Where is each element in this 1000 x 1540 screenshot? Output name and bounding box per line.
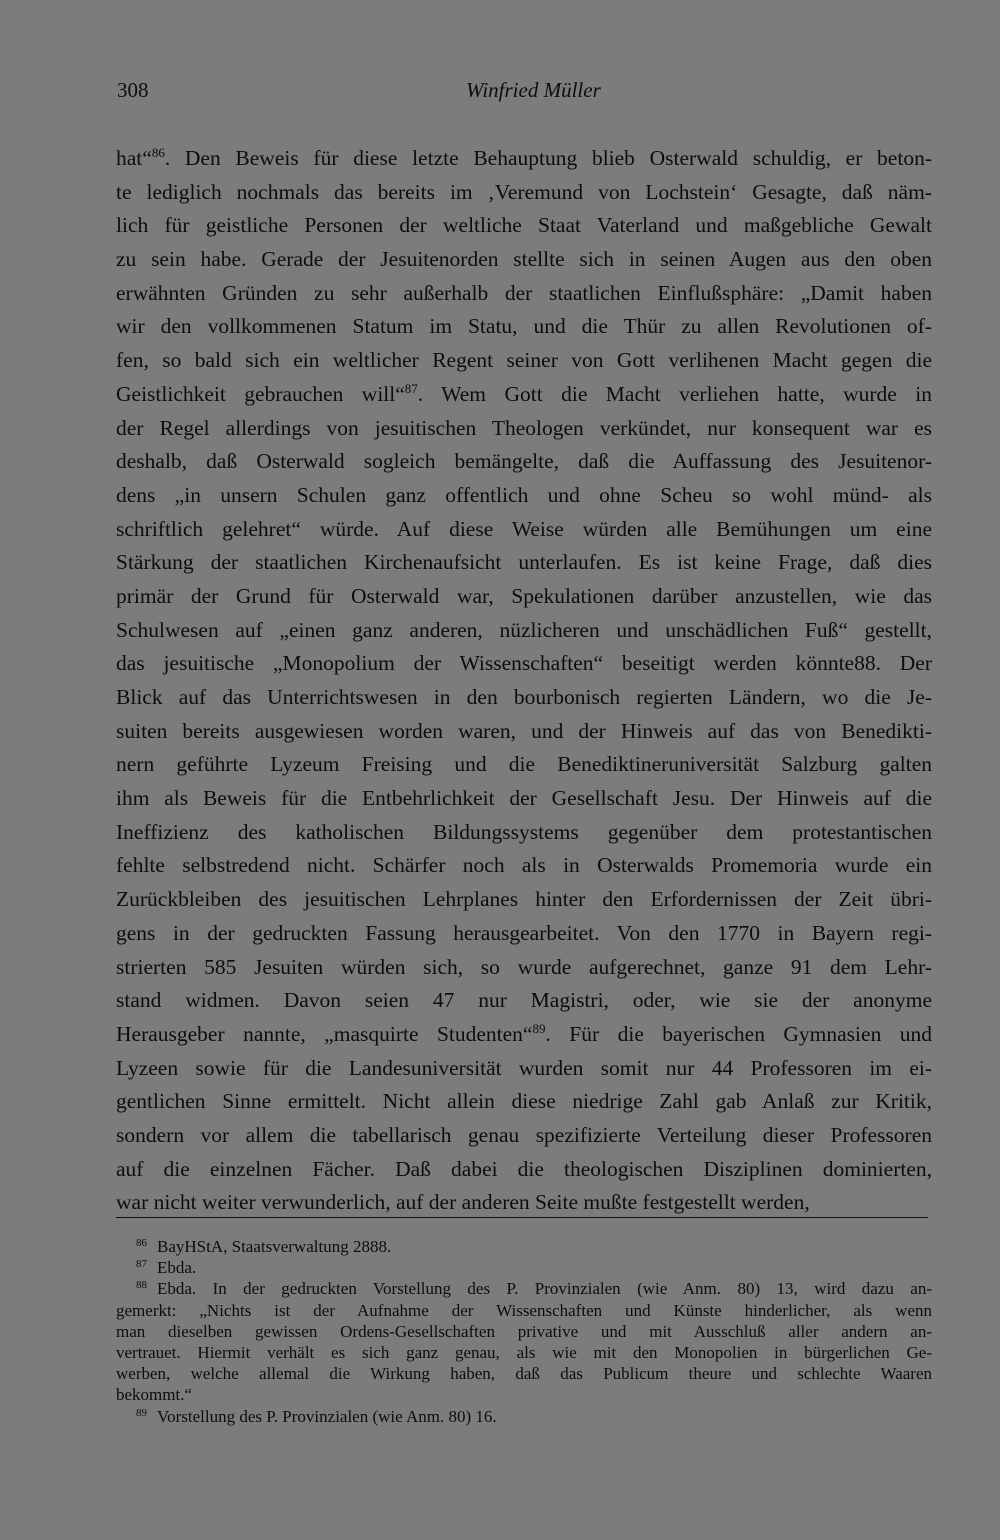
body-line: sondern vor allem die tabellarisch genau spezifizierte Verteilung dieser Professoren [116, 1122, 932, 1147]
footnote-line [116, 1278, 932, 1299]
footnote-number: 86 [136, 1237, 147, 1249]
body-line: hat“$^{86}$. Den Beweis für diese letzte Behauptung blieb Osterwald schuldig, er beton- [116, 144, 932, 170]
footnotes [116, 1236, 932, 1427]
body-line: Zurückbleiben des jesuitischen Lehrplanes hinter den Erfordernissen der Zeit übri- [116, 887, 932, 912]
body-line: lich für geistliche Personen der weltliche Staat Vaterland und maßgebliche Gewalt [116, 213, 932, 238]
body-line: primär der Grund für Osterwald war, Spekulationen darüber anzustellen, wie das [116, 583, 932, 608]
body-line: gens in der gedruckten Fassung herausgearbeitet. Von den 1770 in Bayern regi- [116, 920, 932, 945]
body-line: gentlichen Sinne ermittelt. Nicht allein diese niedrige Zahl gab Anlaß zur Kritik, [116, 1089, 932, 1114]
body-line: Ineffizienz des katholischen Bildungssystems gegenüber dem protestantischen [116, 819, 932, 844]
footnote-88 [116, 1278, 932, 1405]
body-line: auf die einzelnen Fächer. Daß dabei die theologischen Disziplinen dominierten, [116, 1156, 932, 1181]
footnote-separator-rule [116, 1217, 928, 1218]
footnote-reference: 86 [151, 144, 165, 160]
body-line: stand widmen. Davon seien 47 nur Magistri, oder, wie sie der anonyme [116, 988, 932, 1013]
body-line: suiten bereits ausgewiesen worden waren, und der Hinweis auf das von Benedikti- [116, 718, 932, 743]
body-line: Lyzeen sowie für die Landesuniversität wurden somit nur 44 Professoren im ei- [116, 1055, 932, 1080]
body-line: erwähnten Gründen zu sehr außerhalb der staatlichen Einflußsphäre: „Damit haben [116, 280, 932, 305]
body-line: deshalb, daß Osterwald sogleich bemängelte, daß die Auffassung des Jesuitenor- [116, 449, 932, 474]
footnote-line [116, 1406, 932, 1427]
footnote-number: 88 [136, 1279, 147, 1292]
body-line: fen, so bald sich ein weltlicher Regent seiner von Gott verlihenen Macht gegen die [116, 348, 932, 373]
footnote-text: Ebda. [157, 1258, 197, 1278]
body-line: der Regel allerdings von jesuitischen Theologen verkündet, nur konsequent war es [116, 415, 932, 440]
body-line: nern geführte Lyzeum Freising und die Benediktineruniversität Salzburg galten [116, 752, 932, 777]
body-line: zu sein habe. Gerade der Jesuitenorden stellte sich in seinen Augen aus den oben [116, 247, 932, 272]
body-line: das jesuitische „Monopolium der Wissenschaften“ beseitigt werden könnte88. Der [116, 651, 932, 676]
footnote-text: BayHStA, Staatsverwaltung 2888. [157, 1237, 392, 1256]
footnote-line: gemerkt: „Nichts ist der Aufnahme der Wissenschaften und Künste hinderlicher, als wenn [116, 1300, 932, 1320]
body-line: fehlte selbstredend nicht. Schärfer noch als in Osterwalds Promemoria wurde ein [116, 853, 932, 878]
footnote-reference: 89 [532, 1020, 546, 1036]
footnote-number: 89 [136, 1406, 147, 1419]
body-line: wir den vollkommenen Statum im Statu, und die Thür zu allen Revolutionen of- [116, 314, 932, 339]
body-line: Blick auf das Unterrichtswesen in den bourbonisch regierten Ländern, wo die Je- [116, 685, 932, 709]
footnote-line [116, 1236, 932, 1257]
body-line: dens „in unsern Schulen ganz offentlich und ohne Scheu so wohl münd- als [116, 482, 932, 507]
footnote-text: Ebda. In der gedruckten Vorstellung des P. Provinzialen (wie Anm. 80) 13, wird dazu an- [157, 1279, 932, 1299]
body-line: Geistlichkeit gebrauchen will“$^{87}$. Wem Gott die Macht verliehen hatte, wurde in [116, 380, 932, 406]
footnote-reference: 87 [404, 380, 418, 396]
body-line: schriftlich gelehret“ würde. Auf diese Weise würden alle Bemühungen um eine [116, 516, 932, 541]
running-header-author: Winfried Müller [466, 78, 601, 102]
body-text [116, 142, 932, 1220]
footnote-line [116, 1257, 932, 1278]
footnote-line: werben, welche allemal die Wirkung haben, daß das Publicum theure und schlechte Waaren [116, 1364, 932, 1384]
footnote-89 [116, 1406, 932, 1427]
footnote-87 [116, 1257, 932, 1278]
page-number: 308 [117, 78, 149, 102]
footnote-line: vertrauet. Hiermit verhält es sich ganz genau, als wie mit den Monopolien in bürgerlichen Ge- [116, 1342, 932, 1362]
footnote-number: 87 [136, 1258, 147, 1271]
footnote-line: man dieselben gewissen Ordens-Gesellschaften privative und mit Ausschluß aller andern an- [116, 1321, 932, 1341]
body-line: Schulwesen auf „einen ganz anderen, nüzlicheren und unschädlichen Fuß“ gestellt, [116, 617, 932, 642]
footnote-86 [116, 1236, 932, 1257]
body-line: Herausgeber nannte, „masquirte Studenten“$^{89}$. Für die bayerischen Gymnasien und [116, 1020, 932, 1046]
footnote-text: Vorstellung des P. Provinzialen (wie Anm. 80) 16. [157, 1406, 497, 1426]
body-line: Stärkung der staatlichen Kirchenaufsicht unterlaufen. Es ist keine Frage, daß dies [116, 550, 932, 575]
body-line: strierten 585 Jesuiten würden sich, so wurde aufgerechnet, ganze 91 dem Lehr- [116, 954, 932, 979]
body-line: ihm als Beweis für die Entbehrlichkeit der Gesellschaft Jesu. Der Hinweis auf die [116, 786, 932, 811]
body-line: war nicht weiter verwunderlich, auf der anderen Seite mußte festgestellt werden, [116, 1190, 810, 1215]
body-line: te lediglich nochmals das bereits im ‚Veremund von Lochstein‘ Gesagte, daß näm- [116, 179, 932, 204]
footnote-line: bekommt.“ [116, 1385, 193, 1405]
